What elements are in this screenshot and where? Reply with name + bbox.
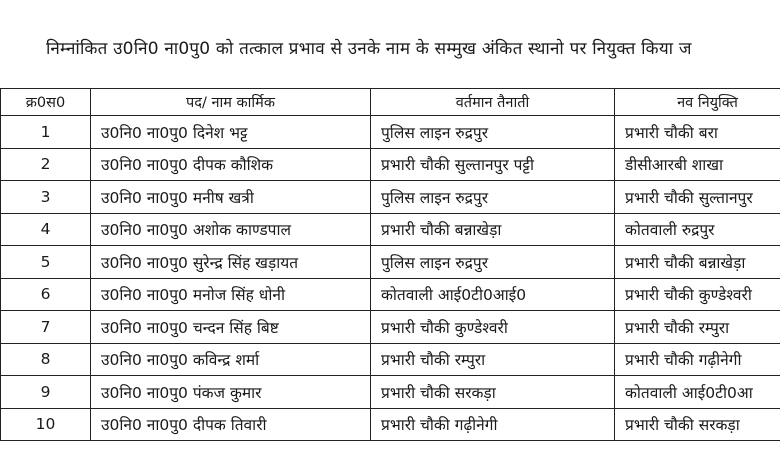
- header-serial: क्र0स0: [1, 89, 91, 116]
- table-row: [1, 408, 780, 441]
- table-row: [1, 181, 780, 214]
- table-row: [1, 311, 780, 344]
- cell-new-posting: प्रभारी चौकी सरकड़ा: [615, 408, 780, 441]
- cell-current-posting: प्रभारी चौकी कुण्डेश्वरी: [371, 311, 615, 344]
- header-new-posting: नव नियुक्ति: [615, 89, 780, 116]
- cell-serial: 6: [1, 278, 91, 311]
- cell-name: उ0नि0 ना0पु0 कविन्द्र शर्मा: [91, 343, 371, 376]
- cell-new-posting: प्रभारी चौकी गढ़ीनेगी: [615, 343, 780, 376]
- cell-name: उ0नि0 ना0पु0 मनोज सिंह धोनी: [91, 278, 371, 311]
- cell-name: उ0नि0 ना0पु0 चन्दन सिंह बिष्ट: [91, 311, 371, 344]
- cell-current-posting: कोतवाली आई0टी0आई0: [371, 278, 615, 311]
- cell-current-posting: प्रभारी चौकी रम्पुरा: [371, 343, 615, 376]
- cell-name: उ0नि0 ना0पु0 अशोक काण्डपाल: [91, 213, 371, 246]
- cell-serial: 3: [1, 181, 91, 214]
- cell-new-posting: प्रभारी चौकी सुल्तानपुर: [615, 181, 780, 214]
- cell-current-posting: प्रभारी चौकी सुल्तानपुर पट्टी: [371, 148, 615, 181]
- table-row: [1, 376, 780, 409]
- cell-serial: 5: [1, 246, 91, 279]
- cell-serial: 8: [1, 343, 91, 376]
- cell-new-posting: डीसीआरबी शाखा: [615, 148, 780, 181]
- cell-new-posting: कोतवाली रुद्रपुर: [615, 213, 780, 246]
- cell-new-posting: प्रभारी चौकी बन्नाखेड़ा: [615, 246, 780, 279]
- table-row: [1, 116, 780, 149]
- cell-serial: 4: [1, 213, 91, 246]
- table-row: [1, 148, 780, 181]
- cell-name: उ0नि0 ना0पु0 दिनेश भट्ट: [91, 116, 371, 149]
- cell-new-posting: प्रभारी चौकी बरा: [615, 116, 780, 149]
- cell-name: उ0नि0 ना0पु0 दीपक तिवारी: [91, 408, 371, 441]
- cell-name: उ0नि0 ना0पु0 दीपक कौशिक: [91, 148, 371, 181]
- cell-serial: 1: [1, 116, 91, 149]
- transfer-table: [0, 88, 780, 441]
- cell-current-posting: पुलिस लाइन रुद्रपुर: [371, 181, 615, 214]
- header-name: पद/ नाम कार्मिक: [91, 89, 371, 116]
- cell-serial: 9: [1, 376, 91, 409]
- table-row: [1, 246, 780, 279]
- table-row: [1, 213, 780, 246]
- cell-serial: 7: [1, 311, 91, 344]
- cell-new-posting: कोतवाली आई0टी0आ: [615, 376, 780, 409]
- cell-current-posting: प्रभारी चौकी गढ़ीनेगी: [371, 408, 615, 441]
- cell-new-posting: प्रभारी चौकी रम्पुरा: [615, 311, 780, 344]
- table-row: [1, 343, 780, 376]
- table-row: [1, 278, 780, 311]
- intro-text: निम्नांकित उ0नि0 ना0पु0 को तत्काल प्रभाव से उनके नाम के सम्मुख अंकित स्थानो पर नियुक्त किया ज: [46, 39, 692, 59]
- cell-name: उ0नि0 ना0पु0 मनीष खत्री: [91, 181, 371, 214]
- cell-name: उ0नि0 ना0पु0 पंकज कुमार: [91, 376, 371, 409]
- cell-current-posting: पुलिस लाइन रुद्रपुर: [371, 246, 615, 279]
- header-current-posting: वर्तमान तैनाती: [371, 89, 615, 116]
- cell-current-posting: प्रभारी चौकी बन्नाखेड़ा: [371, 213, 615, 246]
- cell-new-posting: प्रभारी चौकी कुण्डेश्वरी: [615, 278, 780, 311]
- cell-serial: 10: [1, 408, 91, 441]
- cell-serial: 2: [1, 148, 91, 181]
- cell-name: उ0नि0 ना0पु0 सुरेन्द्र सिंह खड़ायत: [91, 246, 371, 279]
- cell-current-posting: प्रभारी चौकी सरकड़ा: [371, 376, 615, 409]
- cell-current-posting: पुलिस लाइन रुद्रपुर: [371, 116, 615, 149]
- table-header-row: [1, 89, 780, 116]
